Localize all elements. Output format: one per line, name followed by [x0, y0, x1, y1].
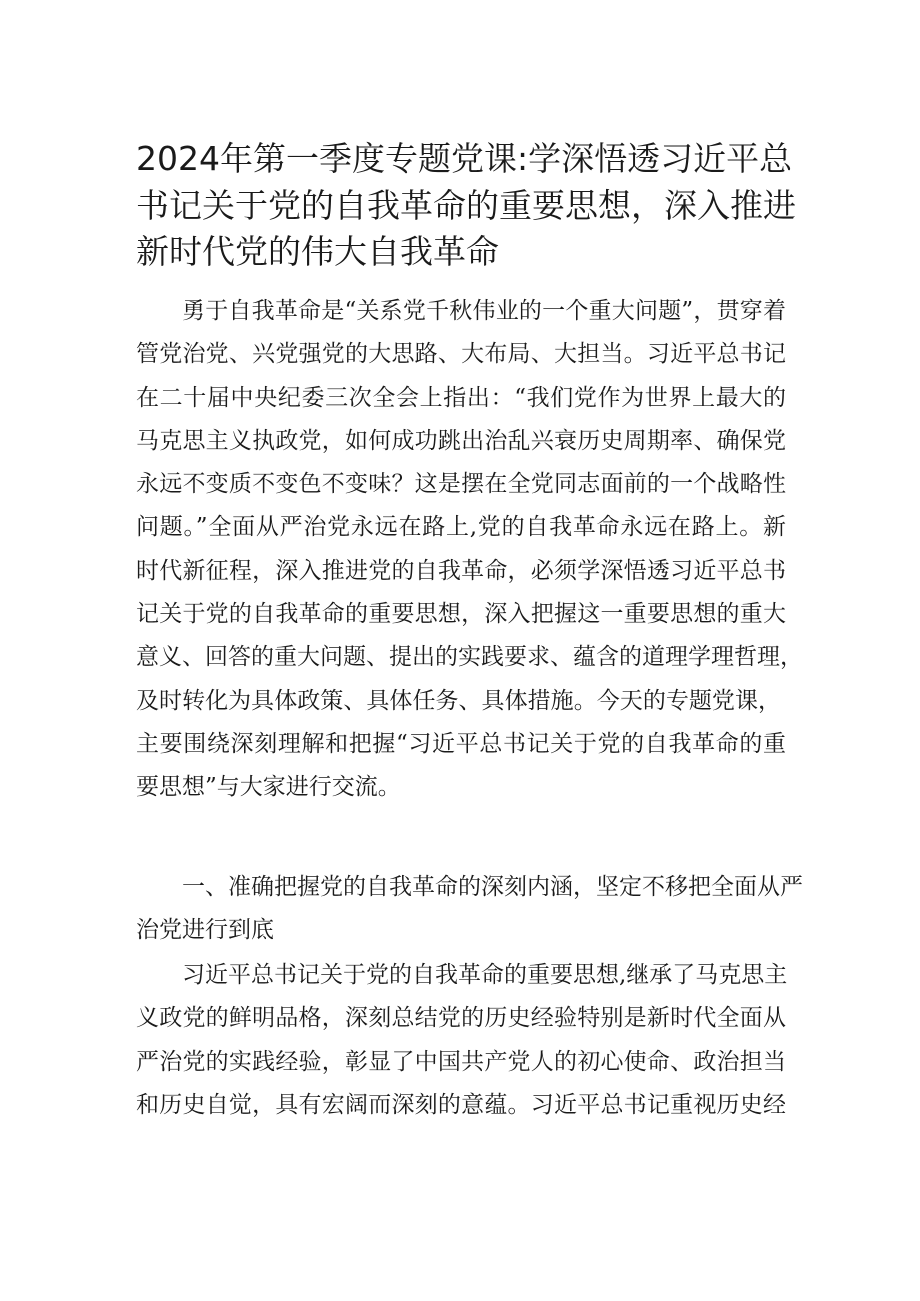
- text-line: 及时转化为具体政策、具体任务、具体措施。今天的专题党课，: [136, 687, 781, 714]
- text-line: 和历史自觉，具有宏阔而深刻的意蕴。习近平总书记重视历史经: [136, 1091, 786, 1118]
- text-line: 马克思主义执政党，如何成功跳出治乱兴衰历史周期率、确保党: [136, 427, 786, 454]
- text-line: 时代新征程，深入推进党的自我革命，必须学深悟透习近平总书: [136, 557, 786, 584]
- heading-line: 治党进行到底: [136, 917, 274, 944]
- text-line: 管党治党、兴党强党的大思路、大布局、大担当。习近平总书记: [136, 341, 786, 368]
- text-line: 问题。”全面从严治党永远在路上,党的自我革命永远在路上。新: [136, 514, 786, 541]
- text-line: 意义、回答的重大问题、提出的实践要求、蕴含的道理学理哲理，: [136, 644, 803, 671]
- text-line: 严治党的实践经验，彰显了中国共产党人的初心使命、政治担当: [136, 1048, 786, 1075]
- title-line: 书记关于党的自我革命的重要思想，深入推进: [136, 185, 796, 225]
- document-title: [136, 136, 796, 276]
- title-line: 新时代党的伟大自我革命: [136, 232, 499, 271]
- heading-line: 一、准确把握党的自我革命的深刻内涵，坚定不移把全面从严: [182, 874, 803, 900]
- text-line: 要思想”与大家进行交流。: [136, 774, 401, 801]
- text-line: 勇于自我革命是“关系党千秋伟业的一个重大问题”，贯穿着: [182, 298, 786, 324]
- title-line: 2024年第一季度专题党课:学深悟透习近平总: [136, 139, 793, 178]
- paragraph-intro: [136, 290, 803, 810]
- text-line: 永远不变质不变色不变味？这是摆在全党同志面前的一个战略性: [136, 471, 786, 498]
- text-line: 习近平总书记关于党的自我革命的重要思想,继承了马克思主: [182, 962, 788, 988]
- text-line: 主要围绕深刻理解和把握“习近平总书记关于党的自我革命的重: [136, 730, 786, 757]
- text-line: 在二十届中央纪委三次全会上指出：“我们党作为世界上最大的: [136, 384, 786, 411]
- paragraph-section-1: [136, 954, 786, 1127]
- text-line: 记关于党的自我革命的重要思想，深入把握这一重要思想的重大: [136, 601, 786, 628]
- text-line: 义政党的鲜明品格，深刻总结党的历史经验特别是新时代全面从: [136, 1005, 786, 1032]
- section-heading-1: [136, 866, 803, 953]
